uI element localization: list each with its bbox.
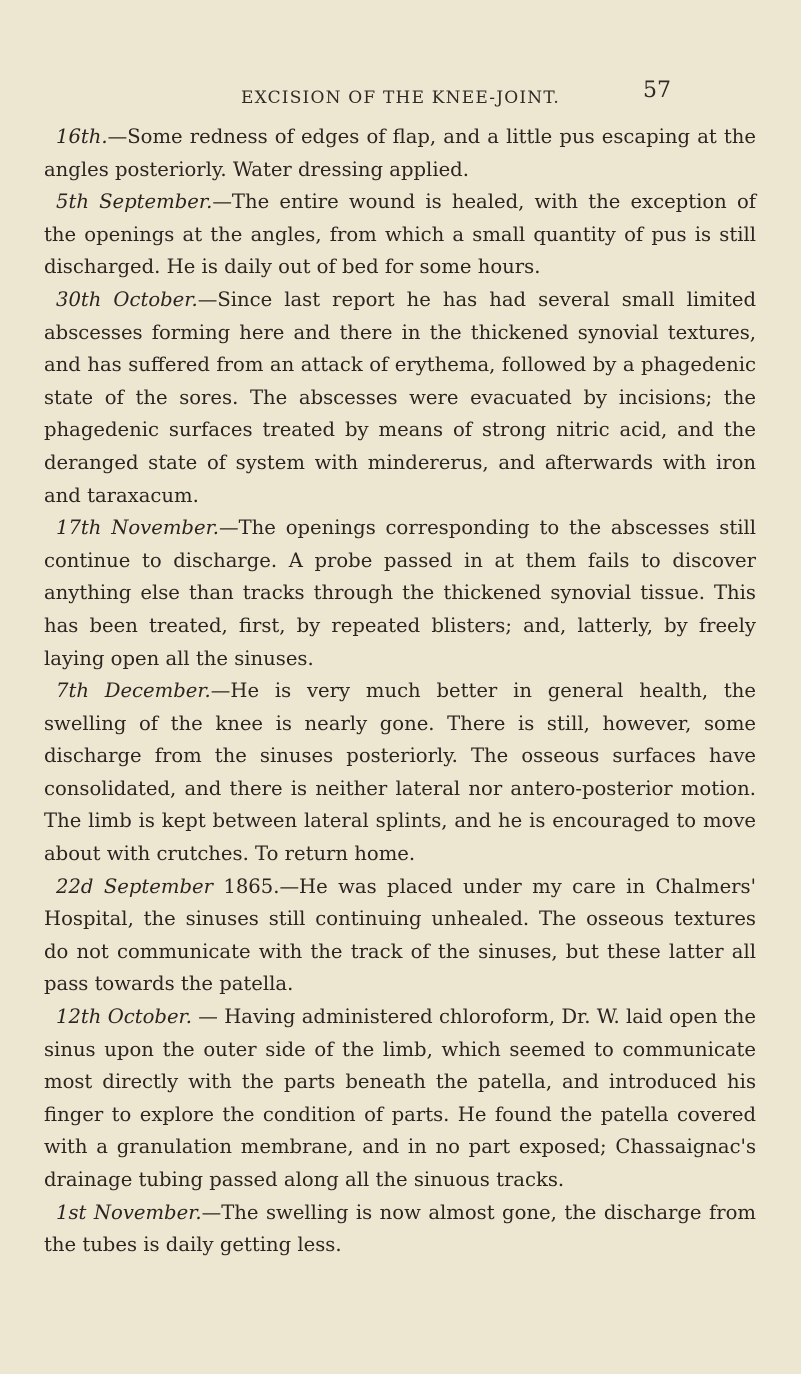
entry-text: —The swelling is now almost gone, the discharge from the tubes is daily getting less.	[44, 1200, 756, 1257]
paragraph-entry	[44, 512, 756, 675]
entry-text: —Since last report he has had several small limited abscesses forming here and there in the thickened synovial textures, and has suffered from an attack of erythema, followed by a phagedenic state of the sores. The abscesses were evacuated by incisions; the phagedenic surfaces treated by means of strong nitric acid, and the deranged state of system with mindererus, and afterwards with iron and taraxacum.	[44, 287, 756, 507]
paragraph-entry	[44, 1197, 756, 1262]
entry-text: —He is very much better in general health, the swelling of the knee is nearly gone. There is still, however, some discharge from the sinuses posteriorly. The osseous surfaces have consolidated, and there is neither lateral nor antero-posterior motion. The limb is kept between lateral splints, and he is encouraged to move about with crutches. To return home.	[44, 679, 756, 866]
paragraph-entry	[44, 871, 756, 1001]
entry-text: — Having administered chloroform, Dr. W. laid open the sinus upon the outer side of the limb, which seemed to communicate most directly with the parts beneath the patella, and introduced his finger to explore the condition of parts. He found the patella covered with a granulation membrane, and in no part exposed; Chassaignac's drainage tubing passed along all the sinuous tracks.	[44, 1005, 756, 1191]
paragraph-entry	[44, 1001, 756, 1197]
paragraph-entry	[44, 284, 756, 512]
entry-date: 30th October.	[56, 287, 198, 311]
entry-date: 1st November.	[56, 1200, 202, 1224]
running-head	[0, 78, 801, 116]
page-number: 57	[643, 78, 671, 103]
case-notes	[44, 121, 756, 1262]
entry-date: 12th October.	[56, 1005, 193, 1029]
entry-date: 7th December.	[56, 679, 211, 703]
entry-text: —The entire wound is healed, with the exception of the openings at the angles, from which a small quantity of pus is still discharged. He is daily out of bed for some hours.	[44, 190, 756, 279]
paragraph-entry	[44, 675, 756, 871]
entry-date: 22d September	[56, 874, 213, 898]
running-title: EXCISION OF THE KNEE-JOINT.	[240, 88, 561, 108]
paragraph-entry	[44, 186, 756, 284]
entry-date: 16th.	[56, 125, 108, 148]
entry-date: 5th September.	[56, 190, 213, 214]
paragraph-entry	[44, 121, 756, 186]
entry-text: —Some redness of edges of flap, and a little pus escaping at the angles posteriorly. Water dressing applied.	[44, 125, 756, 181]
entry-text: —The openings corresponding to the abscesses still continue to discharge. A probe passed in at them fails to discover anything else than tracks through the thickened synovial tissue. This has been treated, first, by repeated blisters; and, latterly, by freely laying open all the sinuses.	[44, 516, 757, 670]
entry-text: 1865.—He was placed under my care in Chalmers' Hospital, the sinuses still continuing unhealed. The osseous textures do not communicate with the track of the sinuses, but these latter all pass towards the patella.	[44, 874, 756, 996]
entry-date: 17th November.	[56, 516, 220, 540]
